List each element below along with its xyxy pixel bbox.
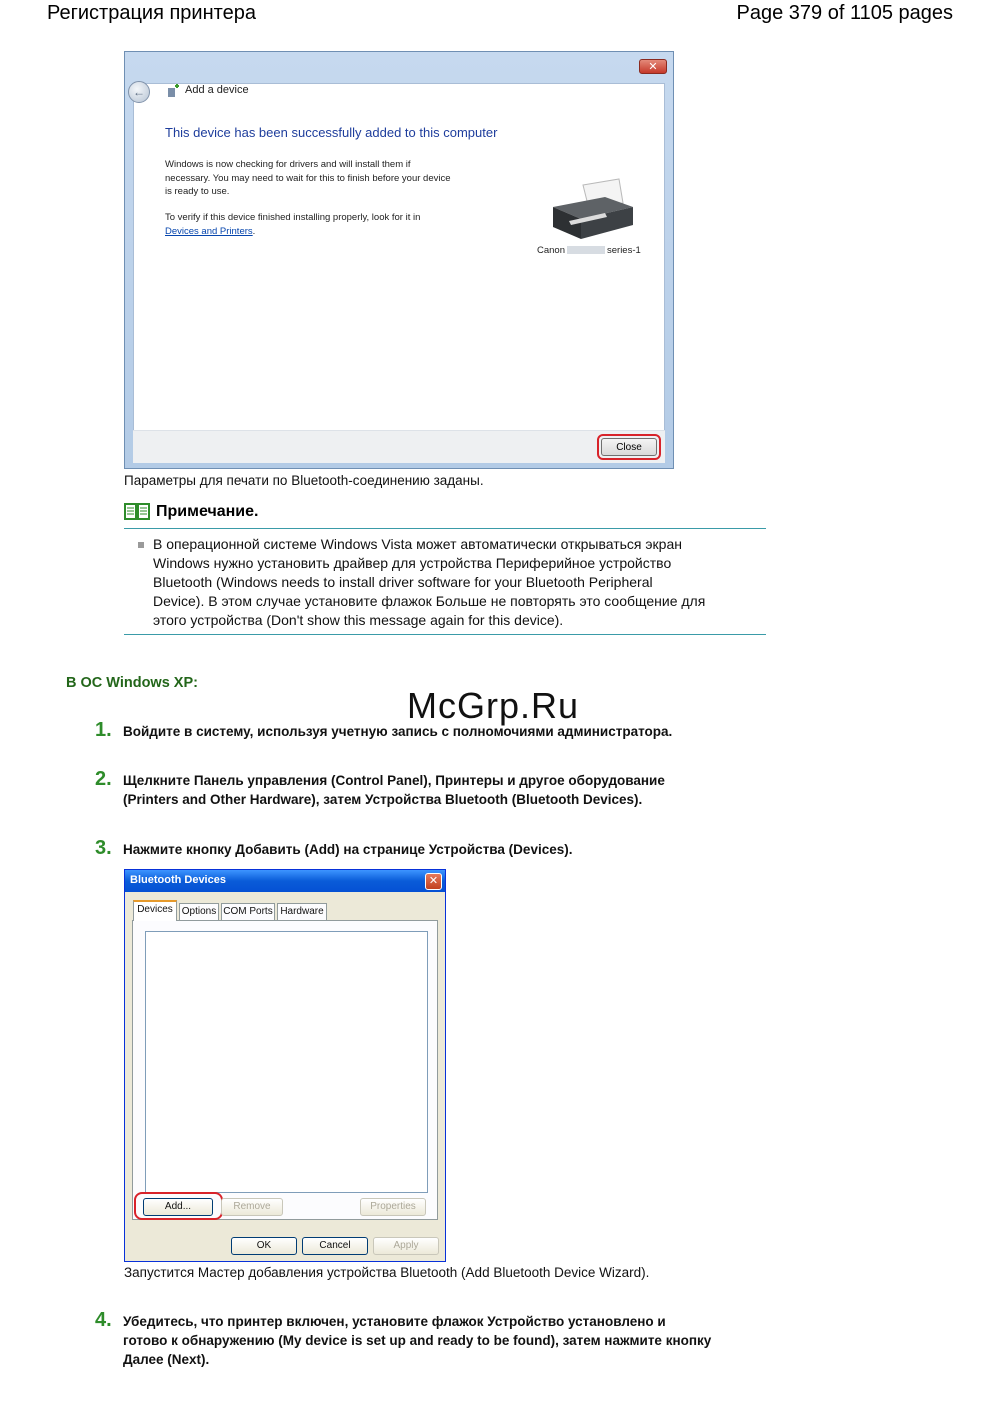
- success-heading: This device has been successfully added to this computer: [165, 125, 498, 140]
- checking-drivers-text: Windows is now checking for drivers and will install them if necessary. You may need to wait for this to finish before your device is ready to use.: [165, 159, 451, 197]
- add-button[interactable]: Add...: [143, 1198, 213, 1216]
- note-text: В операционной системе Windows Vista может автоматически открываться экран Windows нужно установить драйвер для устройства Периферийное устройство Bluetooth (Windows needs to install driver software for your Bluetooth Peripheral Device). В этом случае установите флажок Больше не повторять это сообщение для этого устройства (Don't show this message again for this device).: [153, 536, 706, 628]
- step-text: Войдите в систему, используя учетную запись с полномочиями администратора.: [123, 724, 673, 739]
- caption-wizard-starts: Запустится Мастер добавления устройства Bluetooth (Add Bluetooth Device Wizard).: [124, 1265, 650, 1280]
- note-heading: Примечание.: [156, 503, 259, 520]
- bluetooth-devices-dialog-screenshot: [124, 869, 446, 1262]
- dialog-title: Add a device: [185, 84, 249, 96]
- step-text: Убедитесь, что принтер включен, установите флажок Устройство установлено и готово к обнаружению (My device is set up and ready to be found), затем нажмите кнопку Далее (Next).: [123, 1314, 712, 1367]
- step-number: 2.: [95, 768, 112, 790]
- tab-devices[interactable]: Devices: [133, 900, 177, 921]
- highlight-ring: [597, 434, 661, 460]
- caption-settings-done: Параметры для печати по Bluetooth-соединению заданы.: [124, 473, 484, 488]
- step-number: 3.: [95, 837, 112, 859]
- tab-hardware[interactable]: Hardware: [277, 903, 327, 920]
- printer-icon: [545, 177, 641, 243]
- tab-com-ports[interactable]: COM Ports: [221, 903, 275, 920]
- devices-and-printers-link[interactable]: Devices and Printers: [165, 225, 253, 237]
- note-book-icon: [124, 503, 150, 521]
- add-device-icon: [166, 84, 180, 98]
- note-bullet: [138, 542, 144, 548]
- window-close-button[interactable]: ✕: [639, 59, 667, 74]
- close-button[interactable]: Close: [601, 438, 657, 456]
- dialog-content-area: [133, 83, 665, 463]
- highlight-ring: [134, 1192, 223, 1220]
- verify-install-text: To verify if this device finished installing properly, look for it in Devices and Printers.: [165, 212, 421, 237]
- note-bottom-divider: [124, 634, 766, 635]
- back-arrow-icon[interactable]: ←: [128, 81, 150, 103]
- step-text: Нажмите кнопку Добавить (Add) на странице Устройства (Devices).: [123, 842, 573, 857]
- properties-button[interactable]: Properties: [360, 1198, 426, 1216]
- ok-button[interactable]: OK: [231, 1237, 297, 1255]
- printer-name-label: Canon series-1: [537, 245, 641, 256]
- apply-button[interactable]: Apply: [373, 1237, 439, 1255]
- xp-close-button[interactable]: ✕: [425, 873, 442, 890]
- step-number: 1.: [95, 719, 112, 741]
- tab-options[interactable]: Options: [179, 903, 219, 920]
- note-top-divider: [124, 528, 766, 529]
- document-title: Регистрация принтера: [47, 2, 256, 24]
- cancel-button[interactable]: Cancel: [302, 1237, 368, 1255]
- dialog-footer: [133, 430, 665, 463]
- redacted-model: [567, 246, 605, 254]
- step-text: Щелкните Панель управления (Control Panel), Принтеры и другое оборудование (Printers and Other Hardware), затем Устройства Bluetooth (Bluetooth Devices).: [123, 773, 665, 807]
- add-device-dialog-screenshot: [124, 51, 674, 469]
- remove-button[interactable]: Remove: [221, 1198, 283, 1216]
- step-number: 4.: [95, 1309, 112, 1331]
- watermark: McGrp.Ru: [407, 685, 580, 726]
- page-counter: Page 379 of 1105 pages: [736, 2, 953, 24]
- section-title: В ОС Windows XP:: [66, 675, 198, 691]
- devices-list[interactable]: [145, 931, 428, 1193]
- xp-dialog-title: Bluetooth Devices: [130, 874, 226, 886]
